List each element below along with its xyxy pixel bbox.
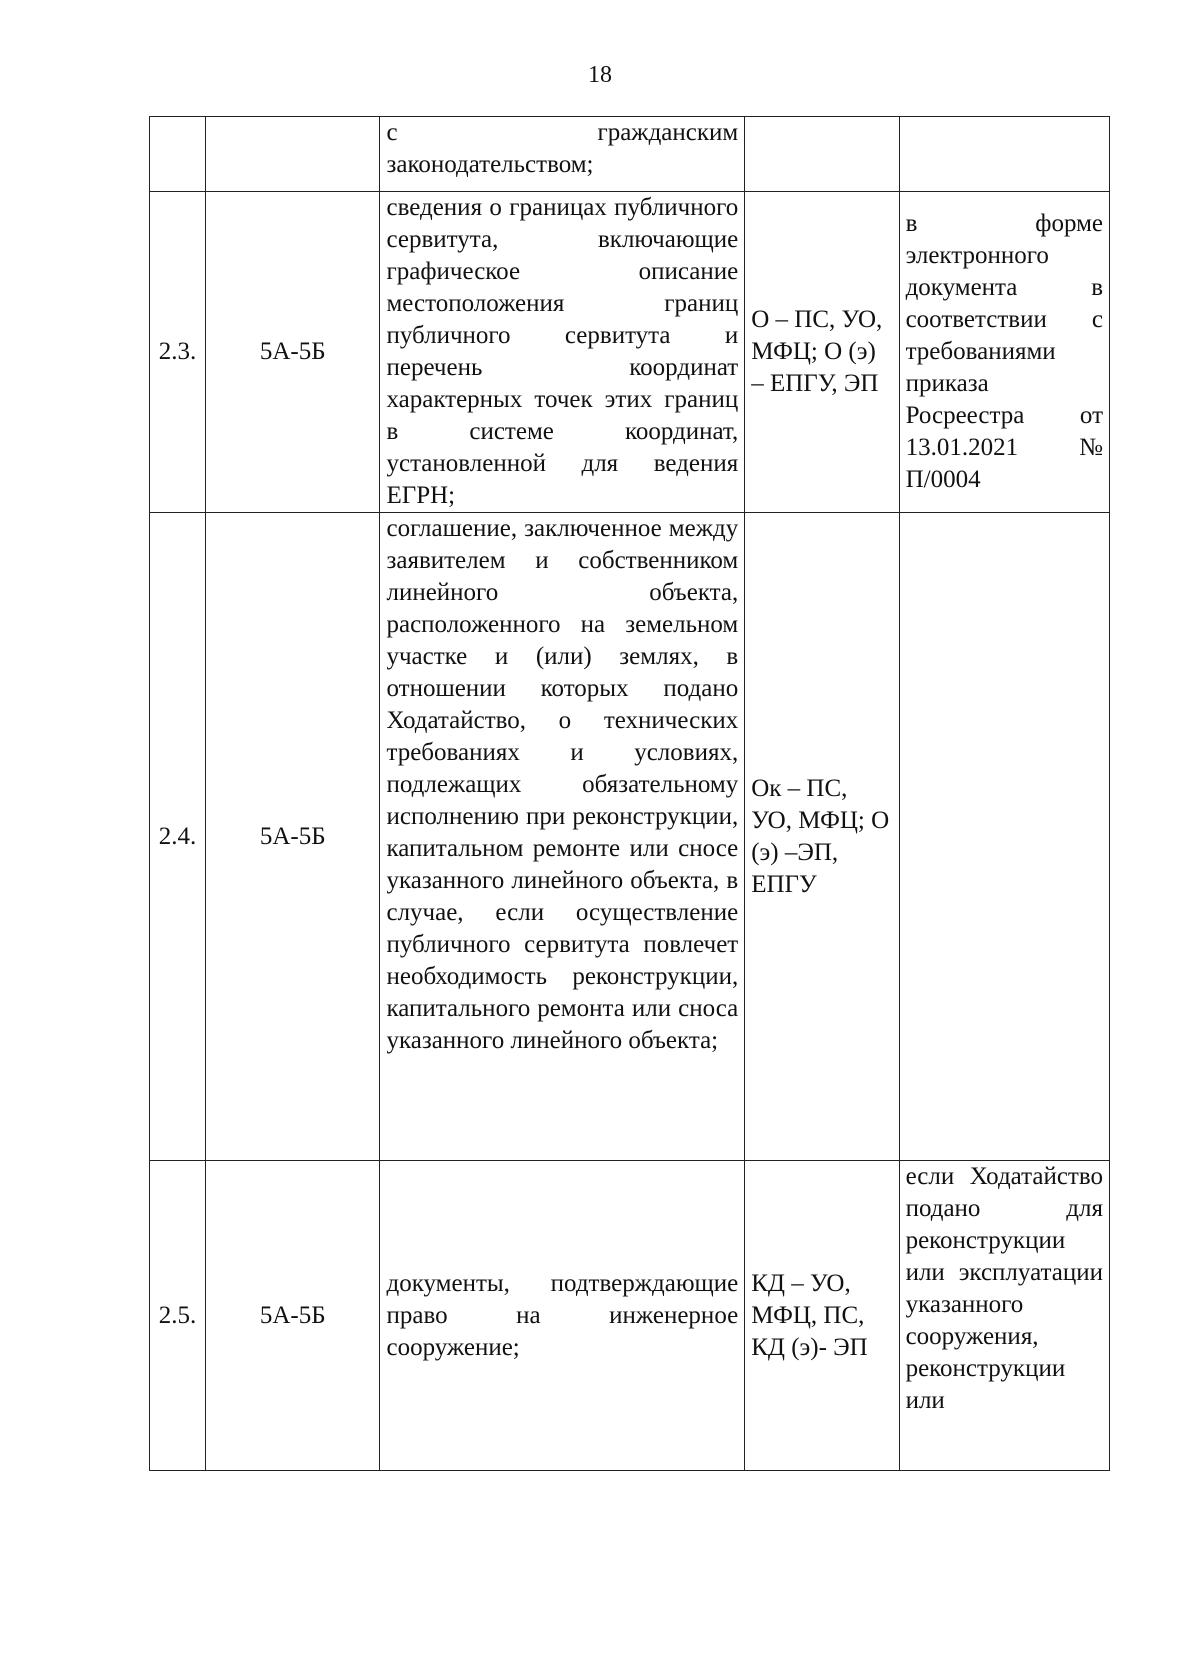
document-description-cell: соглашение, заключенное между заявителем и собственником линейного объекта, расположенного на земельном участке и (или) землях, в отношении которых подано Ходатайство, о технических требованиях и условиях, подлежащих обязательному исполнению при реконструкции, капитальном ремонте или сносе указанного линейного объекта, в случае, если осуществление публичного сервитута повлечет необходимость реконструкции, капитального ремонта или сноса указанного линейного объекта; xyxy=(380,513,745,1161)
row-number-cell xyxy=(150,117,206,192)
row-number-cell: 2.5. xyxy=(150,1161,206,1471)
format-requirements-cell: в форме электронного документа в соответствии с требованиями приказа Росреестра от 13.01.2021 № П/0004 xyxy=(899,192,1109,513)
format-requirements-cell xyxy=(899,117,1109,192)
format-requirements-cell: если Ходатайство подано для реконструкции или эксплуатации указанного сооружения, реконструкции или xyxy=(899,1161,1109,1471)
stage-code-cell: 5А-5Б xyxy=(206,513,380,1161)
page-number: 18 xyxy=(588,62,612,88)
requirements-table xyxy=(149,116,1110,1471)
table-row xyxy=(150,117,1110,192)
table-row xyxy=(150,1161,1110,1471)
submission-method-cell: КД – УО, МФЦ, ПС, КД (э)- ЭП xyxy=(745,1161,899,1471)
submission-method-cell: О – ПС, УО, МФЦ; О (э) – ЕПГУ, ЭП xyxy=(745,192,899,513)
document-description-cell: с гражданским законодательством; xyxy=(380,117,745,192)
format-requirements-cell xyxy=(899,513,1109,1161)
row-number-cell: 2.4. xyxy=(150,513,206,1161)
document-description-cell: сведения о границах публичного сервитута, включающие графическое описание местоположения границ публичного сервитута и перечень координат характерных точек этих границ в системе координат, установленной для ведения ЕГРН; xyxy=(380,192,745,513)
stage-code-cell: 5А-5Б xyxy=(206,192,380,513)
document-description-cell: документы, подтверждающие право на инженерное сооружение; xyxy=(380,1161,745,1471)
submission-method-cell xyxy=(745,117,899,192)
table-row xyxy=(150,513,1110,1161)
stage-code-cell: 5А-5Б xyxy=(206,1161,380,1471)
submission-method-cell: Ок – ПС, УО, МФЦ; О (э) –ЭП, ЕПГУ xyxy=(745,513,899,1161)
table-row xyxy=(150,192,1110,513)
stage-code-cell xyxy=(206,117,380,192)
row-number-cell: 2.3. xyxy=(150,192,206,513)
